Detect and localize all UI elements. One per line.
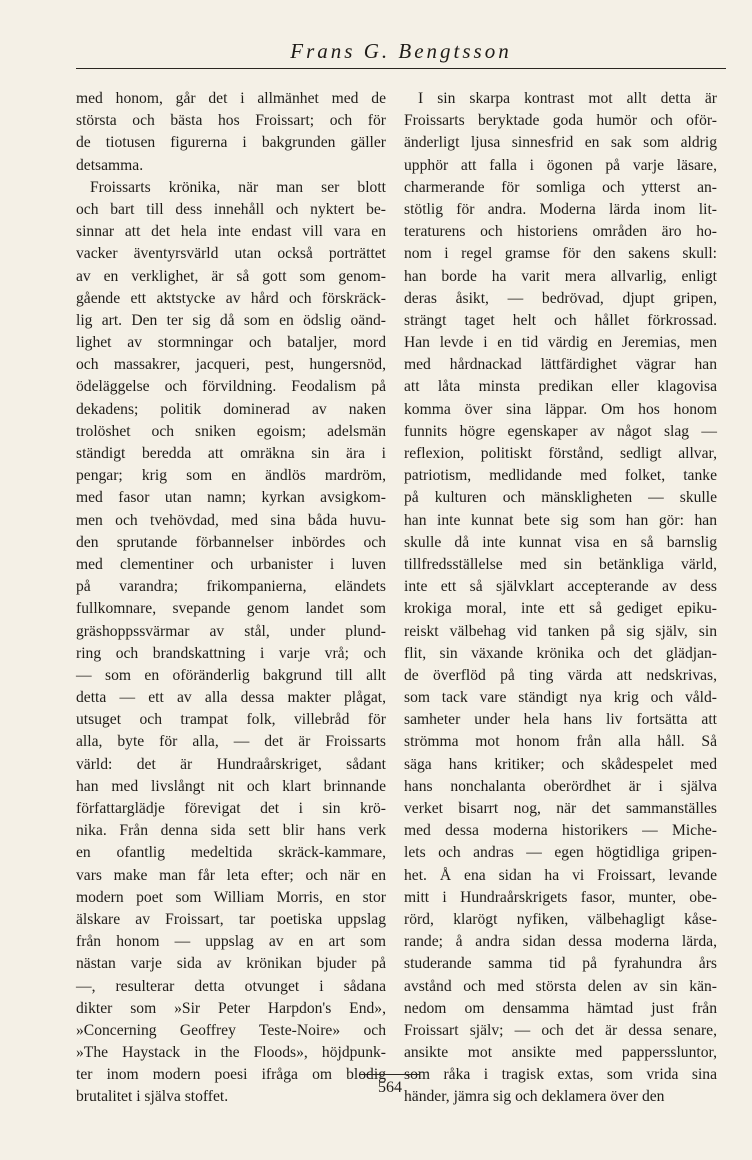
text-line: sinnar att det hela inte endast vill vara en bbox=[76, 223, 386, 241]
text-line: ring och brandskattning i varje vrå; och bbox=[76, 644, 386, 662]
text-line: inte ett så självklart accepterande av dess bbox=[404, 578, 717, 596]
text-line: att låta minsta predikan eller klagovisa bbox=[404, 378, 717, 396]
text-line: han inte kunnat bete sig som han gör: han bbox=[404, 511, 717, 529]
text-line: »The Haystack in the Floods», höjdpunk- bbox=[76, 1044, 386, 1062]
text-line: I sin skarpa kontrast mot allt detta är bbox=[418, 90, 717, 107]
text-line: gräshoppssvärmar av stål, under plund- bbox=[76, 622, 386, 640]
text-line: detta — ett av alla dessa makter plågat, bbox=[76, 689, 386, 707]
text-line: men och tvehövdad, med sina båda huvu- bbox=[76, 511, 386, 529]
text-line: — som en oföränderlig bakgrund till allt bbox=[76, 666, 386, 684]
text-line: tillfredsställelse med sin betänkliga värld, bbox=[404, 555, 717, 573]
text-line: han med livslångt nit och klart brinnande bbox=[76, 777, 386, 795]
text-line: utsuget och trampat folk, villebråd för bbox=[76, 711, 386, 729]
text-line: med clementiner och urbanister i luven bbox=[76, 555, 386, 573]
text-line: modern poet som William Morris, en stor bbox=[76, 888, 386, 906]
text-line: komma över sina läppar. Om hos honom bbox=[404, 400, 717, 418]
text-line: detsamma. bbox=[76, 156, 144, 174]
text-line: på kulturen och mänskligheten — skulle bbox=[404, 489, 717, 507]
text-line: studerande samma tid på fyrahundra års bbox=[404, 955, 717, 973]
text-line: och massakrer, jacqueri, pest, hungersnöd, bbox=[76, 356, 386, 374]
text-line: ständigt beredda att omräkna sin ära i bbox=[76, 445, 386, 462]
text-line: reflexion, politiskt förstånd, sedligt allvar, bbox=[404, 445, 717, 462]
text-line: största och bästa hos Froissart; och för bbox=[76, 112, 386, 130]
text-line: fullkomnare, svepande genom landet som bbox=[76, 600, 386, 618]
text-line: av en verklighet, är så gott som genom- bbox=[76, 267, 386, 285]
text-line: samheter under hela hans liv fortsätta att bbox=[404, 711, 717, 729]
text-line: som råka i tragisk extas, som vrida sina bbox=[404, 1066, 717, 1084]
text-line: upphör att falla i ögonen på varje läsare, bbox=[404, 156, 717, 174]
text-line: ter inom modern poesi ifråga om blodig bbox=[76, 1066, 386, 1084]
text-line: stötlig för andra. Moderna lärda inom lit- bbox=[404, 200, 717, 218]
text-line: de överflöd på ting värda att nedskrivas, bbox=[404, 666, 717, 684]
text-line: nom i regel gramse för den sakens skull: bbox=[404, 245, 717, 263]
text-line: skulle då inte kunnat visa en så barnslig bbox=[404, 533, 717, 551]
page-number: 564 bbox=[378, 1079, 402, 1096]
text-line: dekadens; politik dominerad av naken bbox=[76, 400, 386, 418]
text-line: Froissarts krönika, när man ser blott bbox=[90, 178, 386, 196]
text-line: Froissart själv; — och det är dessa senare, bbox=[404, 1021, 717, 1039]
right-column bbox=[404, 88, 717, 1109]
text-line: med fasor utan namn; kyrkan avsigkom- bbox=[76, 489, 386, 507]
text-line: pengar; krig som en ändlös mardröm, bbox=[76, 467, 386, 485]
text-line: en ofantlig medeltida skräck-kammare, bbox=[76, 844, 386, 862]
text-line: händer, jämra sig och deklamera över den bbox=[404, 1088, 665, 1106]
text-line: Froissarts beryktade goda humör och oför- bbox=[404, 112, 717, 130]
text-line: rörd, klarögt nyfiken, välbehagligt kåse- bbox=[404, 910, 717, 928]
text-line: alla, byte för alla, — det är Froissarts bbox=[76, 733, 386, 751]
text-line: verket bisarrt nog, när det sammanställes bbox=[404, 800, 717, 817]
text-line: trolöshet och sniken egoism; adelsmän bbox=[76, 422, 386, 440]
text-line: författarglädje förevigat det i sin krö- bbox=[76, 800, 386, 817]
text-line: hans nonchalanta oberördhet är i själva bbox=[404, 777, 717, 795]
text-line: strängt taget helt och hållet förkrossad. bbox=[404, 311, 717, 329]
text-line: nedom om densamma hämtad just från bbox=[404, 999, 717, 1017]
text-line: älskare av Froissart, tar poetiska uppslag bbox=[76, 910, 386, 928]
text-line: rande; å andra sidan dessa moderna lärda, bbox=[404, 933, 717, 951]
text-line: gående ett aktstycke av hård och förskräck- bbox=[76, 289, 386, 307]
text-line: nästan varje sida av krönikan bjuder på bbox=[76, 955, 386, 973]
text-line: funnits högre egenskaper av något slag — bbox=[404, 422, 717, 440]
text-line: patriotism, medlidande med folket, tanke bbox=[404, 467, 717, 485]
text-line: vacker äventyrsvärld utan också porträttet bbox=[76, 245, 386, 263]
text-line: ansikte mot ansikte med papperssluntor, bbox=[404, 1044, 717, 1062]
text-line: mitt i Hundraårskrigets fasor, munter, obe- bbox=[404, 888, 717, 906]
text-line: Han levde i en tid värdig en Jeremias, men bbox=[404, 334, 717, 352]
text-line: het. Å ena sidan ha vi Froissart, levande bbox=[404, 866, 717, 884]
text-line: dikter som »Sir Peter Harpdon's End», bbox=[76, 999, 386, 1017]
text-line: strömma mot honom från alla håll. Så bbox=[404, 733, 717, 751]
text-line: avstånd och med största delen av sin kän- bbox=[404, 977, 717, 995]
text-line: teraturens och historiens områden äro ho- bbox=[404, 223, 717, 241]
text-line: deras åsikt, — bedrövad, djupt gripen, bbox=[404, 289, 717, 307]
text-line: charmerande för somliga och ytterst an- bbox=[404, 178, 717, 196]
page-footer bbox=[360, 1074, 420, 1103]
text-line: som tack vare ständigt nya krig och våld- bbox=[404, 689, 717, 707]
text-line: med honom, går det i allmänhet med de bbox=[76, 90, 386, 107]
text-line: lig art. Den ter sig då som en ödslig oänd- bbox=[76, 311, 386, 329]
text-line: flit, sin växande krönika och det glädjan- bbox=[404, 644, 717, 662]
text-line: krokiga moral, inte ett så gediget epiku- bbox=[404, 600, 717, 618]
text-line: —, resulterar detta otvunget i sådana bbox=[76, 977, 386, 995]
text-line: han borde ha varit mera allvarlig, enligt bbox=[404, 267, 717, 285]
text-line: med hårdnackad lättfärdighet vägrar han bbox=[404, 356, 717, 374]
text-line: på varandra; frikompanierna, eländets bbox=[76, 578, 386, 596]
text-line: ödeläggelse och förvildning. Feodalism på bbox=[76, 378, 386, 396]
text-line: lets och andras — egen högtidliga gripen- bbox=[404, 844, 717, 862]
text-line: med dessa moderna historikers — Miche- bbox=[404, 822, 717, 840]
left-column bbox=[76, 88, 386, 1109]
text-line: värld: det är Hundraårskriget, sådant bbox=[76, 755, 386, 773]
running-header bbox=[76, 36, 726, 69]
text-line: brutalitet i själva stoffet. bbox=[76, 1088, 229, 1106]
text-line: vars make man får leta efter; och när en bbox=[76, 866, 386, 884]
text-line: änderligt ljusa sinnesfrid en sak som aldrig bbox=[404, 134, 717, 152]
text-line: nika. Från denna sida sett blir hans verk bbox=[76, 822, 386, 840]
text-line: den sprutande förbannelser inbördes och bbox=[76, 533, 386, 551]
text-line: säga hans kritiker; och skådespelet med bbox=[404, 755, 717, 773]
text-line: reiskt välbehag vid tanken på sig själv, sin bbox=[404, 622, 717, 640]
text-line: »Concerning Geoffrey Teste-Noire» och bbox=[76, 1021, 386, 1039]
text-line: och bart till dess innehåll och nyktert be- bbox=[76, 200, 386, 218]
text-line: lighet av stormningar och bataljer, mord bbox=[76, 334, 386, 352]
text-line: de tiotusen figurerna i bakgrunden gäller bbox=[76, 134, 386, 152]
text-line: från honom — uppslag av en art som bbox=[76, 933, 386, 951]
running-title: Frans G. Bengtsson bbox=[290, 39, 512, 63]
